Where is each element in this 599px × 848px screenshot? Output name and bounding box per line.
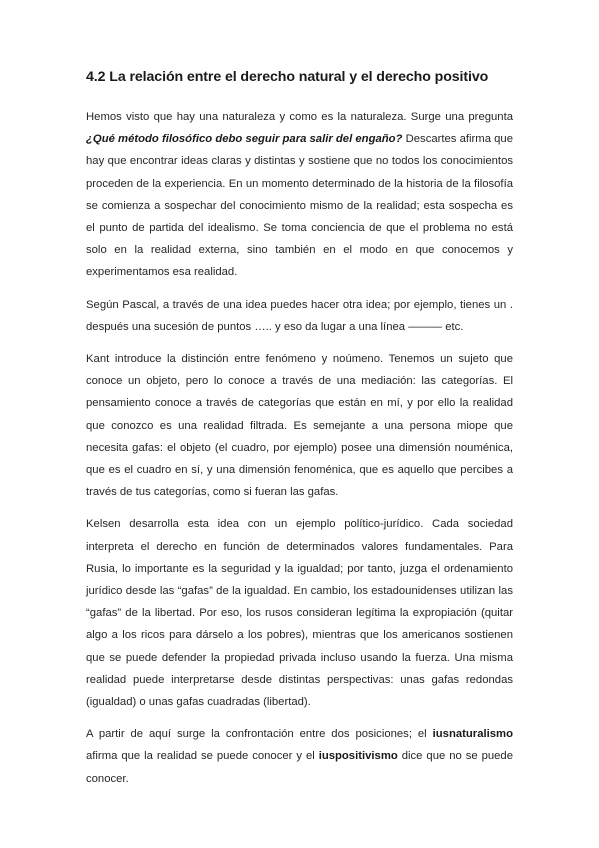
paragraph-text: dice que no se puede conocer.: [86, 750, 513, 785]
paragraph-text: Descartes afirma que hay que encontrar ideas claras y distintas y sostiene que no todos los conocimientos proceden de la experiencia. En un momento determinado de la historia de la filosofía se comienza a sospechar del conocimiento mismo de la realidad; esta sospecha es el punto de partida del idealismo. Se toma conciencia de que el problema no está solo en la realidad externa, sino también en el modo en que conocemos y experimentamos esa realidad.: [86, 133, 513, 279]
paragraph-kant: Kant introduce la distinción entre fenómeno y noúmeno. Tenemos un sujeto que conoce un objeto, pero lo conoce a través de una mediación: las categorías. El pensamiento conoce a través de categorías que están en mí, y por ello la realidad que conozco es una realidad filtrada. Es semejante a una persona miope que necesita gafas: el objeto (el cuadro, por ejemplo) posee una dimensión nouménica, que es el cuadro en sí, y una dimensión fenoménica, que es aquello que percibes a través de tus categorías, como si fueran las gafas.: [86, 353, 513, 499]
paragraph-pascal: Según Pascal, a través de una idea puedes hacer otra idea; por ejemplo, tienes un . después una sucesión de puntos ….. y eso da lugar a una línea ——— etc.: [86, 298, 513, 333]
paragraph-descartes: [86, 106, 513, 284]
paragraph-text: Hemos visto que hay una naturaleza y como es la naturaleza. Surge una pregunta: [86, 111, 513, 123]
paragraph-text: A partir de aquí surge la confrontación entre dos posiciones; el: [86, 728, 433, 741]
paragraph-text: afirma que la realidad se puede conocer y el: [86, 750, 319, 763]
paragraph-kelsen: Kelsen desarrolla esta idea con un ejemplo político-jurídico. Cada sociedad interpreta el derecho en función de determinados valores fundamentales. Para Rusia, lo importante es la seguridad y la igualdad; por tanto, juzga el ordenamiento jurídico desde las “gafas” de la igualdad. En cambio, los estadounidenses utilizan las “gafas” de la libertad. Por eso, los rusos consideran legítima la expropiación (quitar algo a los ricos para dárselo a los pobres), mientras que los americanos sostienen que se puede defender la propiedad privada incluso usando la fuerza. Una misma realidad puede interpretarse desde distintas perspectivas: unas gafas redondas (igualdad) o unas gafas cuadradas (libertad).: [86, 518, 513, 709]
term-iuspositivismo: iuspositivismo: [318, 750, 398, 763]
term-iusnaturalismo: iusnaturalismo: [432, 728, 513, 741]
section-title: 4.2 La relación entre el derecho natural y el derecho positivo: [86, 69, 489, 85]
paragraph-positions: [86, 723, 513, 790]
question-emphasis: ¿Qué método filosófico debo seguir para salir del engaño?: [86, 133, 403, 146]
